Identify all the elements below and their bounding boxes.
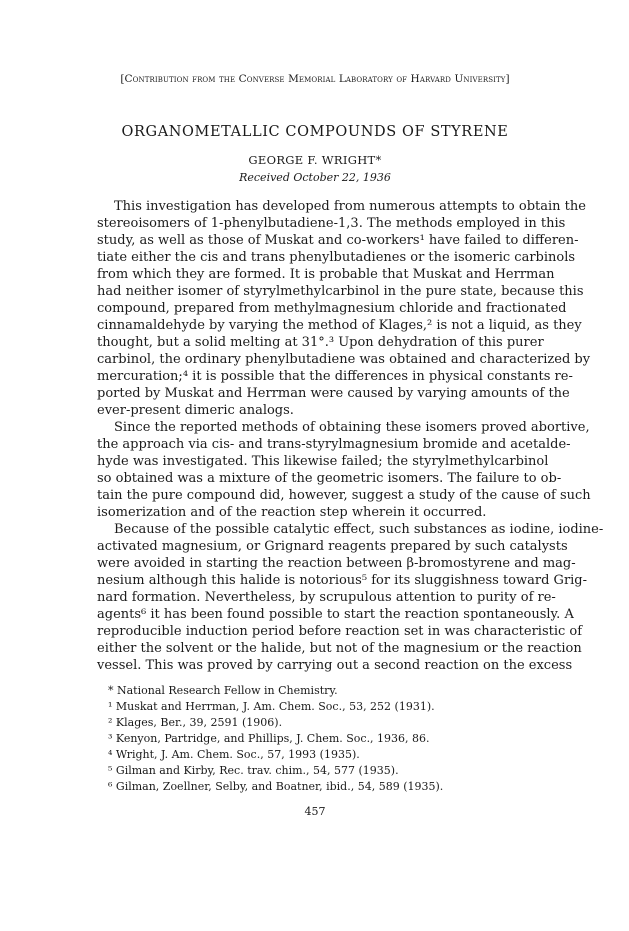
body-line: study, as well as those of Muskat and co-workers¹ have failed to differen- — [97, 233, 579, 248]
body-line: This investigation has developed from numerous attempts to obtain the — [114, 199, 586, 214]
footnote: ⁶ Gilman, Zoellner, Selby, and Boatner, ibid., 54, 589 (1935). — [108, 780, 444, 793]
body-line: tiate either the cis and trans phenylbutadienes or the isomeric carbinols — [97, 250, 576, 265]
body-line: nard formation. Nevertheless, by scrupulous attention to purity of re- — [97, 590, 556, 605]
body-line: Since the reported methods of obtaining these isomers proved abortive, — [114, 420, 590, 435]
footnote: ³ Kenyon, Partridge, and Phillips, J. Chem. Soc., 1936, 86. — [108, 732, 430, 745]
body-line: either the solvent or the halide, but not of the magnesium or the reaction — [97, 641, 582, 656]
author-name: GEORGE F. WRIGHT* — [248, 153, 382, 167]
body-line: the approach via cis- and trans-styrylmagnesium bromide and acetalde- — [97, 437, 571, 452]
footnote: ⁵ Gilman and Kirby, Rec. trav. chim., 54, 577 (1935). — [108, 764, 399, 777]
body-line: were avoided in starting the reaction between β-bromostyrene and mag- — [97, 556, 576, 571]
body-line: hyde was investigated. This likewise failed; the styrylmethylcarbinol — [97, 454, 549, 469]
body-line: carbinol, the ordinary phenylbutadiene was obtained and characterized by — [97, 352, 591, 367]
footnote: * National Research Fellow in Chemistry. — [108, 684, 338, 697]
body-line: tain the pure compound did, however, suggest a study of the cause of such — [97, 488, 591, 503]
body-line: from which they are formed. It is probable that Muskat and Herrman — [97, 267, 555, 282]
body-line: compound, prepared from methylmagnesium chloride and fractionated — [97, 301, 567, 316]
contribution-header: [Contribution from the Converse Memorial Laboratory of Harvard University] — [120, 73, 510, 85]
body-line: stereoisomers of 1-phenylbutadiene-1,3. The methods employed in this — [97, 216, 566, 231]
body-line: agents⁶ it has been found possible to start the reaction spontaneously. A — [97, 607, 574, 622]
received-date: Received October 22, 1936 — [239, 171, 391, 184]
body-line: thought, but a solid melting at 31°.³ Upon dehydration of this purer — [97, 335, 544, 350]
footnote: ⁴ Wright, J. Am. Chem. Soc., 57, 1993 (1935). — [108, 748, 360, 761]
footnote: ¹ Muskat and Herrman, J. Am. Chem. Soc., 53, 252 (1931). — [108, 700, 435, 713]
body-line: ported by Muskat and Herrman were caused by varying amounts of the — [97, 386, 570, 401]
body-line: Because of the possible catalytic effect, such substances as iodine, iodine- — [114, 522, 604, 537]
body-line: vessel. This was proved by carrying out a second reaction on the excess — [97, 658, 573, 673]
body-line: ever-present dimeric analogs. — [97, 403, 294, 418]
page-number: 457 — [304, 805, 326, 818]
article-title: ORGANOMETALLIC COMPOUNDS OF STYRENE — [121, 124, 509, 140]
body-line: cinnamaldehyde by varying the method of Klages,² is not a liquid, as they — [97, 318, 582, 333]
footnote: ² Klages, Ber., 39, 2591 (1906). — [108, 716, 283, 729]
body-line: so obtained was a mixture of the geometric isomers. The failure to ob- — [97, 471, 562, 486]
body-line: isomerization and of the reaction step wherein it occurred. — [97, 505, 487, 520]
body-line: nesium although this halide is notorious⁵ for its sluggishness toward Grig- — [97, 573, 588, 588]
body-line: had neither isomer of styrylmethylcarbinol in the pure state, because this — [97, 284, 584, 299]
body-line: reproducible induction period before reaction set in was characteristic of — [97, 624, 583, 639]
body-line: activated magnesium, or Grignard reagents prepared by such catalysts — [97, 539, 568, 554]
body-line: mercuration;⁴ it is possible that the differences in physical constants re- — [97, 369, 573, 384]
